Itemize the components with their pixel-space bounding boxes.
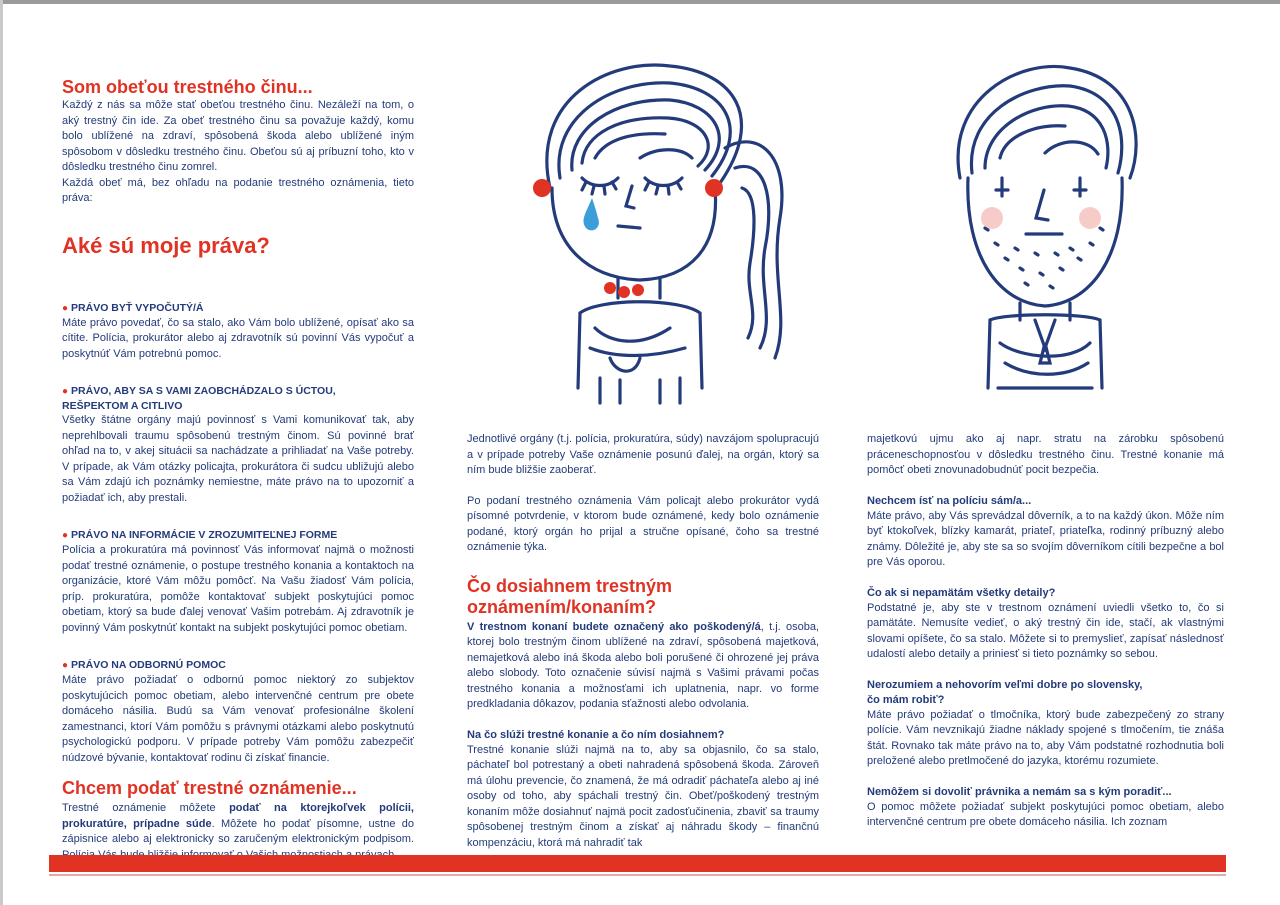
bullet-dot-icon: ● [62, 302, 69, 314]
question-1: Nechcem ísť na políciu sám/a... [867, 494, 1032, 507]
intro-text: Každý z nás sa môže stať obeťou trestného činu. Nezáleží na tom, o aký trestný čin ide. Za obeť trestného činu sa považuje každý, komu bolo ublížené na zdraví, spôsobená škoda alebo ublížené iným spôsobom v dôsledku trestného činu. Obeťou sú aj príbuzní toho, kto v dôsledku trestného činu zomrel. [62, 99, 414, 173]
crying-woman-illustration [520, 58, 810, 418]
middle-para-1: Jednotlivé orgány (t.j. polícia, prokuratúra, súdy) navzájom spolupracujú a v prípade potreby Vaše oznámenie posunú ďalej, na orgán, ktorý sa ním bude bližšie zaoberať. [467, 433, 819, 476]
middle-para-3: V trestnom konaní budete označený ako poškodený/á, t.j. osoba, ktorej bolo trestným činom ublížené na zdraví, spôsobená majetková, nemajetková alebo iná škoda alebo boli porušené či ohrozené jej práva alebo slobody. Toto označenie súvisí najmä s Vašimi právami počas trestného konania a možnosťami ich uplatnenia, napr. vo forme predkladania dôkazov, podania sťažnosti alebo odvolania. [467, 620, 819, 710]
victim-title: Som obeťou trestného činu... [62, 77, 313, 97]
bullet-dot-icon: ● [62, 660, 69, 671]
right-heading: PRÁVO BYŤ VYPOČUTÝ/Á [71, 301, 204, 314]
middle-column [467, 432, 819, 851]
question-3-cont: čo mám robiť? [867, 693, 945, 706]
footer-red-bar [49, 855, 1226, 872]
answer-3: Máte právo požiadať o tlmočníka, ktorý bude zabezpečený zo strany polície. Vám nevznikajú žiadne náklady spojené s tlmočením, tie znáša štát. Rovnako tak máte právo na to, aby Vám podstatné rozhodnutia boli preložené alebo pretlmočené do jazyka, ktorému rozumiete. [867, 708, 1224, 767]
question-4: Nemôžem si dovoliť právnika a nemám sa s kým poradiť... [867, 785, 1172, 798]
right-para-1: majetkovú ujmu ako aj napr. stratu na zárobku spôsobenú práceneschopnosťou v dôsledku trestného činu. Trestné konanie má pomôcť obeti znovunadobudnúť pocit bezpečia. [867, 433, 1224, 476]
middle-para-4: Trestné konanie slúži najmä na to, aby sa objasnilo, čo sa stalo, páchateľ bol potrestaný a obeti nahradená spôsobená škoda. Zároveň má úlohu prevencie, čo znamená, že má odradiť páchateľa alebo aj iné osoby od toho, aby spáchali trestný čin. Obeť/poškodený trestným konaním môže dosiahnuť najmä pocit zadosťučinenia, zbaviť sa traumy spôsobenej trestným činom a získať aj náhradu škody – finančnú kompenzáciu, ktorá má nahradiť tak [467, 743, 819, 849]
question-3: Nerozumiem a nehovorím veľmi dobre po slovensky, [867, 678, 1143, 691]
report-title: Chcem podať trestné oznámenie... [62, 778, 357, 798]
right-text: Máte právo požiadať o odbornú pomoc niektorý zo subjektov poskytujúcich pomoc obetiam, alebo intervenčné centrum pre obete domáceho násilia. Budú sa Vám venovať profesionálne školení zamestnanci, ktorí Vám pomôžu s právnymi otázkami alebo poskytnutú psychologickú podporu. V prípade potreby Vám pomôžu zabezpečiť núdzové bývanie, kontaktovať rodinu či získať financie. [62, 674, 414, 764]
page-left-edge [0, 0, 3, 905]
question-2: Čo ak si nepamätám všetky detaily? [867, 586, 1056, 599]
right-column [867, 432, 1224, 831]
answer-2: Podstatné je, aby ste v trestnom oznámení uviedli všetko to, čo si pamätáte. Nemusíte vedieť, o aký trestný čin ide, stačí, ak vlastnými slovami opíšete, čo sa stalo. Môžete si to premyslieť, zapísať následnosť udalostí alebo detaily a priniesť si tieto poznámky so sebou. [867, 601, 1224, 660]
footer-line [49, 874, 1226, 876]
answer-4: O pomoc môžete požiadať subjekt poskytujúci pomoc obetiam, alebo intervenčné centrum pre obete domáceho násilia. Ich zoznam [867, 800, 1224, 828]
bullet-dot-icon: ● [62, 386, 69, 397]
right-section-heard [62, 301, 414, 363]
bearded-man-illustration [940, 58, 1160, 398]
right-section-respect [62, 384, 414, 506]
right-section-information [62, 528, 414, 636]
report-text: Trestné oznámenie môžete podať na ktorejkoľvek polícii, prokuratúre, prípadne súde. Môžete ho podať písomne, ustne do zápisnice alebo aj elektronicky so zaručeným elektronickým podpisom. [62, 802, 415, 845]
intro-text-2: Každá obeť má, bez ohľadu na podanie trestného oznámenia, tieto práva: [62, 176, 414, 204]
right-heading: PRÁVO NA ODBORNÚ POMOC [71, 659, 226, 671]
answer-1: Máte právo, aby Vás sprevádzal dôverník, a to na každý úkon. Môže ním byť ktokoľvek, blízky kamarát, priateľ, priateľka, rodinný príbuzný alebo známy. Dôležité je, aby ste sa so svojím dôverníkom cítili bezpečne a bol pre Vás oporou. [867, 509, 1224, 568]
right-text: Máte právo povedať, čo sa stalo, ako Vám bolo ublížené, opísať ako sa cítite. Polícia, prokurátor alebo aj zdravotník sú povinní Vás vypočuť a poskytnúť Vám potrebnú pomoc. [62, 316, 414, 360]
right-section-expert-help [62, 658, 414, 766]
right-heading: PRÁVO NA INFORMÁCIE V ZROZUMITEĽNEJ FORME [71, 529, 338, 541]
right-text: Polícia a prokuratúra má povinnosť Vás informovať najmä o možnosti podať trestné oznámenie, o postupe trestného konania a kontaktoch na organizácie, ktoré Vám môžu pomôcť. Na Vašu žiadosť Vám polícia, príp. prokuratúra, pomôže kontaktovať subjekt poskytujúci pomoc obetiam, ktorý sa bude ďalej venovať Vašim potrebám. Aj zdravotník je povinný Vám poskytnúť kontakt na subjekt poskytujúci pomoc obetiam. [62, 544, 414, 634]
proceedings-subheading: Na čo slúži trestné konanie a čo ním dosiahnem? [467, 728, 725, 741]
rights-title: Aké sú moje práva? [62, 232, 270, 258]
right-heading: PRÁVO, ABY SA S VAMI ZAOBCHÁDZALO S ÚCTOU, [71, 385, 336, 397]
right-heading-cont: REŠPEKTOM A CITLIVO [62, 400, 183, 412]
bullet-dot-icon: ● [62, 530, 69, 541]
left-column [62, 76, 414, 863]
right-text: Všetky štátne orgány majú povinnosť s Vami komunikovať tak, aby neprehlbovali traumu spôsobenú trestným činom. Sú povinné brať ohľad na to, v akej situácii sa nachádzate a prihliadať na Vaše potreby. V prípade, ak Vám otázky policajta, prokurátora či sudcu ubližujú alebo sa Vám zdajú ich poznámky nemiestne, máte právo na to upozorniť a požiadať ich, aby prestali. [62, 414, 414, 504]
page-top-edge [0, 0, 1280, 4]
middle-para-2: Po podaní trestného oznámenia Vám policajt alebo prokurátor vydá písomné potvrdenie, v ktorom bude oznámené, kedy bolo oznámenie podané, ktorý orgán ho prijal a stručne opísané, čoho sa trestné oznámenie týka. [467, 494, 819, 553]
outcome-heading: Čo dosiahnem trestným oznámením/konaním? [467, 575, 673, 617]
